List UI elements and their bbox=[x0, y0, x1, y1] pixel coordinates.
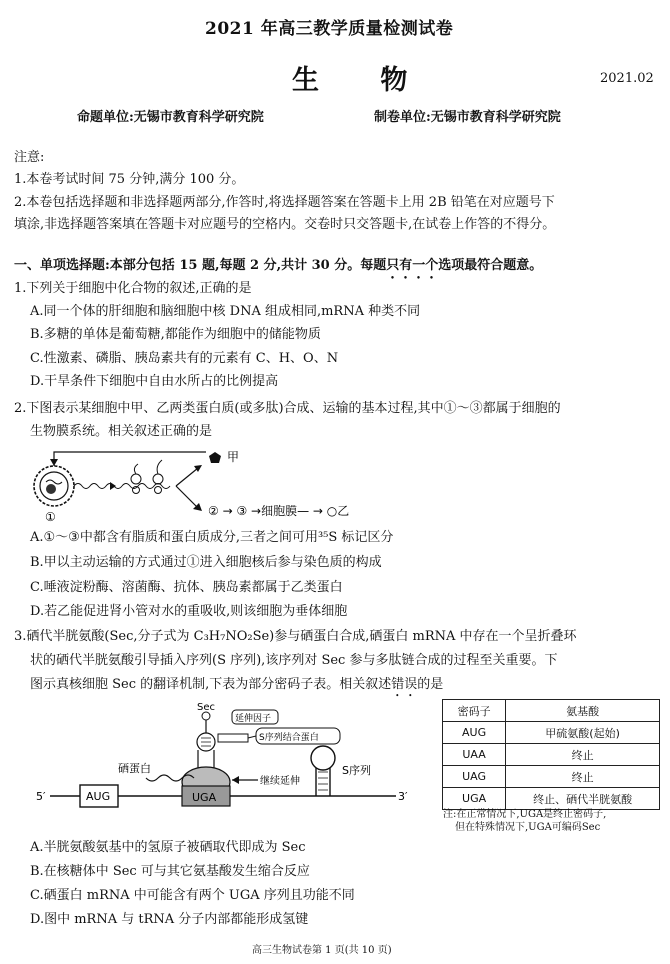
codon-table-note-2: 但在特殊情况下,UGA可编码Sec bbox=[455, 822, 601, 833]
codon-cell: UAG bbox=[443, 766, 506, 788]
q3-stem-line3 bbox=[30, 675, 443, 700]
table-row bbox=[443, 722, 660, 744]
q3-continue-elongation: 继续延伸 bbox=[260, 776, 300, 787]
codon-cell: UAA bbox=[443, 744, 506, 766]
q3-stem-line1: 3.硒代半胱氨酸(Sec,分子式为 C₃H₇NO₂Se)参与硒蛋白合成,硒蛋白 mRNA 中存在一个呈折叠环 bbox=[14, 629, 577, 644]
q3-aug-box: AUG bbox=[86, 790, 111, 803]
codon-table-header bbox=[443, 700, 660, 722]
q3-s-sequence-label: S序列 bbox=[342, 764, 371, 777]
q2-flow-text: ② → ③ →细胞膜— → ○乙 bbox=[208, 504, 350, 518]
q3-s-binding-protein: S序列结合蛋白 bbox=[259, 733, 319, 743]
q3-selenoprotein-label: 硒蛋白 bbox=[118, 762, 151, 775]
codon-cell: AUG bbox=[443, 722, 506, 744]
notice-item-3: 填涂,非选择题答案填在答题卡对应题号的空格内。交卷时只交答题卡,在试卷上作答的不得分。 bbox=[14, 217, 556, 232]
codon-cell: UGA bbox=[443, 788, 506, 810]
q2-option-c: C.唾液淀粉酶、溶菌酶、抗体、胰岛素都属于乙类蛋白 bbox=[30, 580, 343, 595]
section-title-post: 选项最符合题意。 bbox=[438, 258, 543, 273]
table-row bbox=[443, 766, 660, 788]
q3-elongation-factor: 延伸因子 bbox=[235, 714, 272, 724]
amino-acid-cell: 终止、硒代半胱氨酸 bbox=[506, 788, 660, 810]
codon-table bbox=[442, 699, 660, 810]
q3-stem-line3-post: 的是 bbox=[417, 677, 444, 692]
notice-title: 注意: bbox=[14, 150, 45, 165]
q3-three-prime: 3′ bbox=[398, 790, 408, 803]
amino-acid-header: 氨基酸 bbox=[506, 700, 660, 722]
exam-title: 2021 年高三教学质量检测试卷 bbox=[205, 19, 454, 39]
codon-header: 密码子 bbox=[443, 700, 506, 722]
q3-stem-line2: 状的硒代半胱氨酸引导插入序列(S 序列),该序列对 Sec 参与多肽链合成的过程至关重要。下 bbox=[30, 653, 558, 668]
q3-option-c: C.硒蛋白 mRNA 中可能含有两个 UGA 序列且功能不同 bbox=[30, 888, 355, 903]
q3-sec-label: Sec bbox=[197, 702, 215, 713]
q2-option-a: A.①～③中都含有脂质和蛋白质成分,三者之间可用³⁵S 标记区分 bbox=[30, 530, 394, 545]
amino-acid-cell: 终止 bbox=[506, 744, 660, 766]
q3-option-d: D.图中 mRNA 与 tRNA 分子内部都能形成氢键 bbox=[30, 912, 309, 927]
q2-label-jia: 甲 bbox=[227, 450, 240, 464]
amino-acid-cell: 甲硫氨酸(起始) bbox=[506, 722, 660, 744]
q3-stem-emphasis: 错误 bbox=[391, 677, 418, 692]
q2-stem-line2: 生物膜系统。相关叙述正确的是 bbox=[30, 424, 213, 439]
q2-label-one: ① bbox=[45, 510, 56, 524]
print-unit: 制卷单位:无锡市教育科学研究院 bbox=[374, 110, 561, 125]
q1-option-a: A.同一个体的肝细胞和脑细胞中核 DNA 组成相同,mRNA 种类不同 bbox=[30, 304, 421, 319]
section-title-emphasis: 只有一个 bbox=[386, 258, 439, 273]
amino-acid-cell: 终止 bbox=[506, 766, 660, 788]
notice-item-2: 2.本卷包括选择题和非选择题两部分,作答时,将选择题答案在答题卡上用 2B 铅笔在对应题号下 bbox=[14, 195, 555, 210]
table-row bbox=[443, 744, 660, 766]
q3-five-prime: 5′ bbox=[36, 790, 46, 803]
q3-option-a: A.半胱氨酸氨基中的氢原子被硒取代即成为 Sec bbox=[30, 840, 306, 855]
q1-stem: 1.下列关于细胞中化合物的叙述,正确的是 bbox=[14, 281, 252, 296]
q2-stem-line1: 2.下图表示某细胞中甲、乙两类蛋白质(或多肽)合成、运输的基本过程,其中①～③都属于细胞的 bbox=[14, 401, 561, 416]
section-title-pre: 一、单项选择题:本部分包括 15 题,每题 2 分,共计 30 分。每题 bbox=[14, 258, 387, 273]
page-footer: 高三生物试卷第 1 页(共 10 页) bbox=[252, 945, 392, 956]
q1-option-b: B.多糖的单体是葡萄糖,都能作为细胞中的储能物质 bbox=[30, 327, 321, 342]
q3-option-b: B.在核糖体中 Sec 可与其它氨基酸发生缩合反应 bbox=[30, 864, 310, 879]
q3-stem-line3-pre: 图示真核细胞 Sec 的翻译机制,下表为部分密码子表。相关叙述 bbox=[30, 677, 392, 692]
codon-table-note-1: 注:在正常情况下,UGA是终止密码子, bbox=[443, 809, 607, 820]
q2-protein-transport-diagram bbox=[28, 446, 378, 524]
subject-title: 生 物 bbox=[292, 65, 434, 96]
q3-translation-diagram bbox=[36, 700, 431, 818]
q1-option-d: D.干旱条件下细胞中自由水所占的比例提高 bbox=[30, 374, 279, 389]
author-unit: 命题单位:无锡市教育科学研究院 bbox=[77, 110, 264, 125]
notice-item-1: 1.本卷考试时间 75 分钟,满分 100 分。 bbox=[14, 172, 245, 187]
q2-option-b: B.甲以主动运输的方式通过①进入细胞核后参与染色质的构成 bbox=[30, 555, 382, 570]
q1-option-c: C.性激素、磷脂、胰岛素共有的元素有 C、H、O、N bbox=[30, 351, 339, 366]
q3-uga-codon: UGA bbox=[192, 791, 217, 804]
q2-option-d: D.若乙能促进肾小管对水的重吸收,则该细胞为垂体细胞 bbox=[30, 604, 348, 619]
exam-date: 2021.02 bbox=[600, 71, 654, 86]
